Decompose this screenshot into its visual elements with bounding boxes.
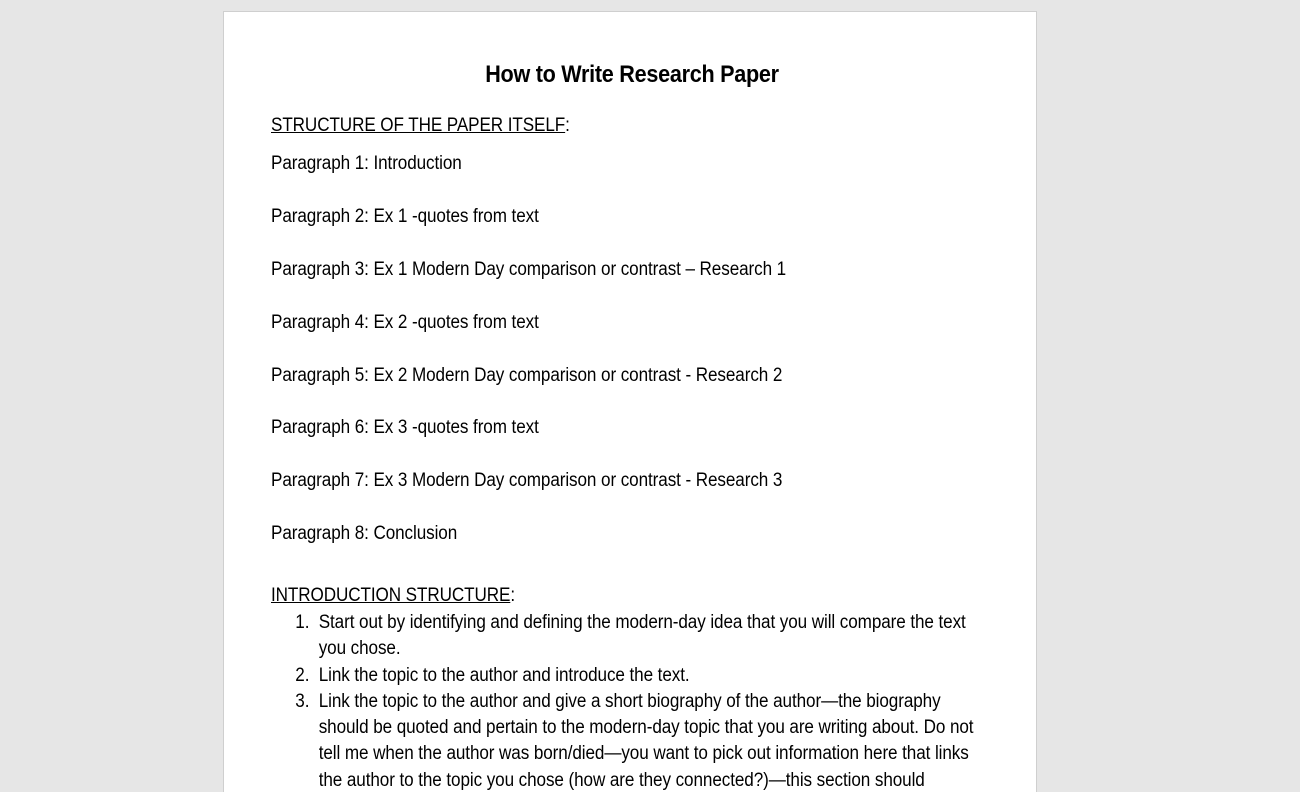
paragraph-line-2: Paragraph 2: Ex 1 -quotes from text	[271, 206, 539, 227]
intro-heading-colon: :	[510, 585, 515, 606]
intro-list-item	[271, 663, 989, 689]
intro-list-text: Link the topic to the author and give a short biography of the author—the biography should be quoted and pertain to the modern-day topic that you are writing about. Do not tell me when the author was born/died—you want to pick out information here that links the author to the topic you chose (how are they connected?)—this section should	[318, 690, 974, 791]
paragraph-line-5: Paragraph 5: Ex 2 Modern Day comparison or contrast - Research 2	[271, 365, 783, 386]
paragraph-line-1: Paragraph 1: Introduction	[271, 153, 462, 174]
intro-list-text: Start out by identifying and defining the modern-day idea that you will compare the text you chose.	[318, 612, 966, 660]
structure-heading: STRUCTURE OF THE PAPER ITSELF	[271, 115, 566, 136]
intro-list-number: 2.	[295, 664, 310, 686]
paragraph-line-4: Paragraph 4: Ex 2 -quotes from text	[271, 312, 539, 333]
intro-heading: INTRODUCTION STRUCTURE	[271, 585, 511, 606]
intro-list-number: 3.	[295, 690, 310, 712]
intro-list-item	[271, 610, 989, 663]
intro-list-number: 1.	[295, 612, 310, 633]
paragraph-line-3: Paragraph 3: Ex 1 Modern Day comparison or contrast – Research 1	[271, 259, 787, 280]
document-page	[223, 11, 1037, 792]
paragraph-line-7: Paragraph 7: Ex 3 Modern Day comparison or contrast - Research 3	[271, 470, 783, 491]
intro-list	[271, 610, 991, 792]
intro-heading-line	[271, 585, 515, 607]
paragraph-line-6: Paragraph 6: Ex 3 -quotes from text	[271, 417, 539, 438]
structure-heading-line	[271, 115, 570, 137]
structure-heading-colon: :	[565, 115, 570, 136]
paragraph-line-8: Paragraph 8: Conclusion	[271, 523, 458, 544]
intro-list-text: Link the topic to the author and introduce the text.	[318, 664, 690, 686]
intro-list-item	[271, 689, 989, 792]
document-title: How to Write Research Paper	[485, 61, 779, 88]
